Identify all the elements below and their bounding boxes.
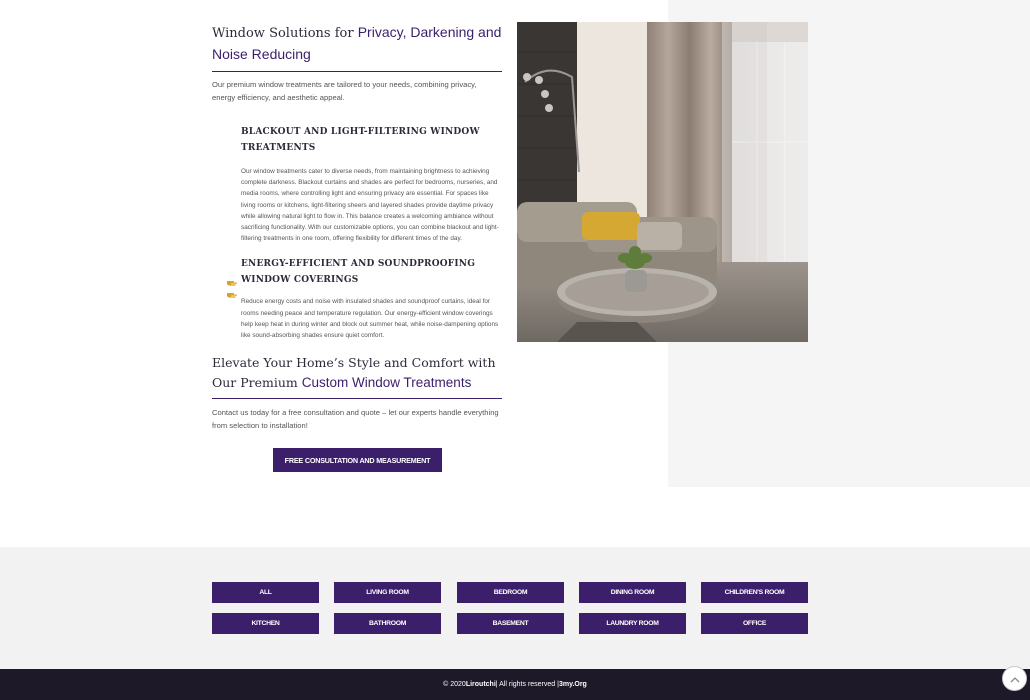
feature-energy (212, 257, 504, 341)
cta-text: Contact us today for a free consultation and quote – let our experts handle everything from selection to installation! (212, 408, 499, 431)
free-consultation-button[interactable]: FREE CONSULTATION AND MEASUREMENT (273, 448, 442, 472)
footer (0, 669, 1030, 700)
filter-all-button[interactable]: ALL (212, 582, 319, 603)
footer-brand-link[interactable]: Liroutchi (465, 681, 496, 688)
cta-heading-prefix: Elevate Your Home’s Style and Comfort with Our Premium (212, 355, 496, 391)
filter-kitchen-button[interactable]: KITCHEN (212, 613, 319, 634)
room-filter-band (0, 547, 1030, 669)
scroll-to-top-button[interactable] (1002, 666, 1027, 691)
living-room-photo (517, 22, 808, 342)
cta-heading-accent: Custom Window Treatments (301, 375, 472, 391)
hand-pointing-icon (227, 292, 238, 299)
heading-divider (212, 71, 502, 72)
filter-living-room-button[interactable]: LIVING ROOM (334, 582, 441, 603)
intro-text: Our premium window treatments are tailored to your needs, combining privacy, energy efficiency, and aesthetic appeal. (212, 80, 477, 102)
filter-bathroom-button[interactable]: BATHROOM (334, 613, 441, 634)
filter-childrens-room-button[interactable]: CHILDREN'S ROOM (701, 582, 808, 603)
filter-office-button[interactable]: OFFICE (701, 613, 808, 634)
footer-credit-link[interactable]: 3my.Org (558, 681, 587, 688)
feature-title: BLACKOUT AND LIGHT-FILTERING WINDOW TREATMENTS (241, 127, 480, 153)
filter-dining-room-button[interactable]: DINING ROOM (579, 582, 686, 603)
footer-rights: | All rights reserved | (495, 681, 559, 688)
main-content (212, 22, 504, 432)
footer-copyright: © 2020 (443, 681, 466, 688)
filter-bedroom-button[interactable]: BEDROOM (457, 582, 564, 603)
cta-divider (212, 398, 502, 399)
intro-heading-prefix: Window Solutions for (212, 26, 358, 41)
filter-laundry-room-button[interactable]: LAUNDRY ROOM (579, 613, 686, 634)
feature-text: Reduce energy costs and noise with insulated shades and soundproof curtains, ideal for rooms needing peace and temperature regulation. Our energy-efficient window coverings help keep heat in during winter and block out summer heat, while noise-dampening options like sound-absorbing shades ensure quiet comfort. (241, 298, 499, 340)
chevron-up-icon (1010, 670, 1020, 688)
intro-heading-accent: Privacy, Darkening and Noise Reducing (212, 24, 502, 62)
intro-heading (212, 22, 504, 66)
filter-basement-button[interactable]: BASEMENT (457, 613, 564, 634)
cta-heading (212, 353, 504, 393)
feature-blackout (212, 125, 504, 244)
feature-title: ENERGY-EFFICIENT AND SOUNDPROOFING WINDOW COVERINGS (241, 259, 476, 285)
feature-text: Our window treatments cater to diverse needs, from maintaining brightness to achieving complete darkness. Blackout curtains and shades are perfect for bedrooms, nurseries, and media rooms, where controlling light and ensuring privacy are essential. For spaces like living rooms or kitchens, light-filtering sheers and layered shades provide daytime privacy while allowing natural light to flow in. This balance creates a welcoming ambiance without sacrificing functionality. With our customizable options, you can combine blackout and light-filtering treatments in one room, offering flexibility for different times of the day. (241, 168, 499, 243)
